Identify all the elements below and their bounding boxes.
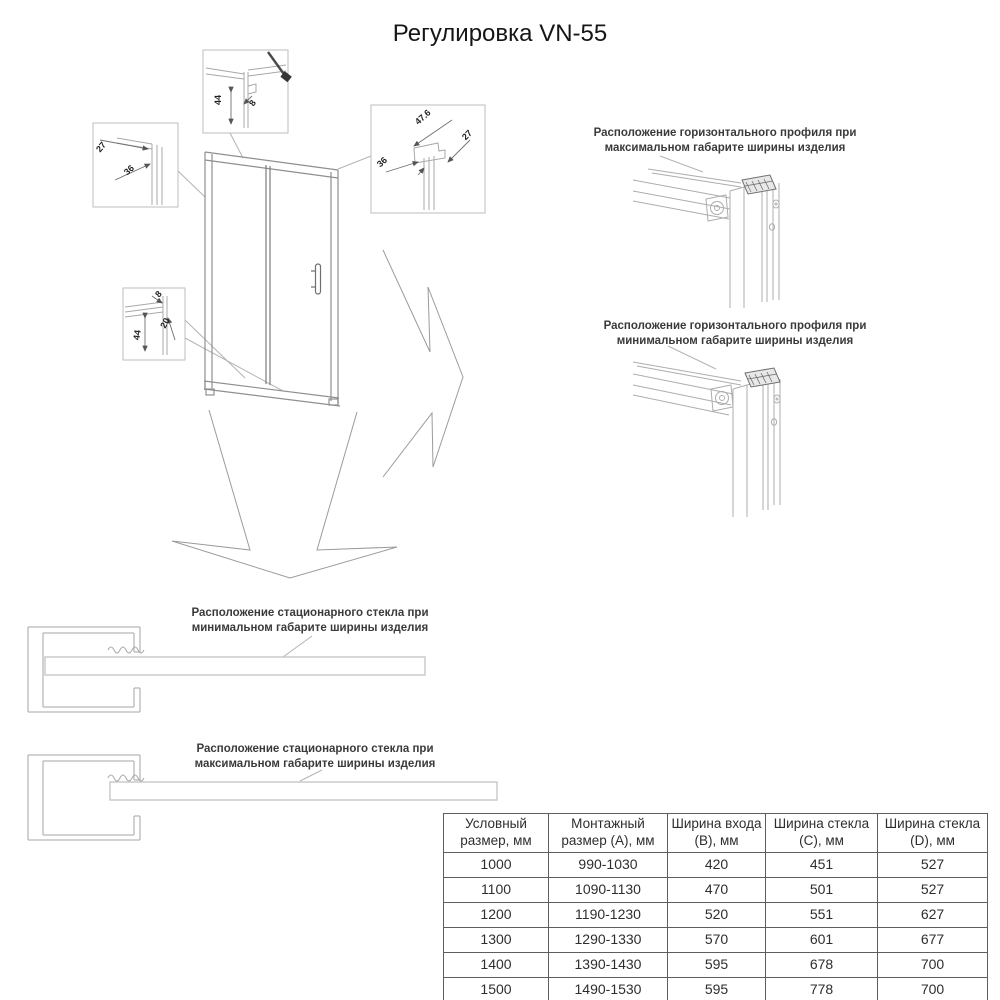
caption-horizontal-profile-min: Расположение горизонтального профиля при минимальном габарите ширины изделия	[603, 320, 867, 347]
door-assembly-drawing	[204, 152, 340, 406]
spec-table-body	[444, 852, 988, 1000]
page-title: Регулировка VN-55	[392, 20, 608, 47]
table-cell: 1500	[444, 977, 549, 1000]
table-cell: 420	[668, 852, 766, 877]
dimension-label: 20	[158, 316, 172, 330]
spec-table-header-cell: Ширина входа (В), мм	[668, 814, 766, 853]
table-cell: 501	[766, 877, 878, 902]
spec-table-header-cell: Условный размер, мм	[444, 814, 549, 853]
table-row	[444, 877, 988, 902]
spec-table	[443, 813, 988, 1000]
dimension-label: 8	[246, 98, 259, 108]
corner-detail-max-width	[633, 169, 779, 308]
table-cell: 678	[766, 952, 878, 977]
table-cell: 601	[766, 927, 878, 952]
table-cell: 1190-1230	[549, 902, 668, 927]
door-handle	[311, 264, 321, 294]
table-cell: 451	[766, 852, 878, 877]
table-cell: 990-1030	[549, 852, 668, 877]
table-cell: 595	[668, 952, 766, 977]
corner-detail-min-width	[633, 362, 780, 517]
spec-table-header-row	[444, 814, 988, 853]
table-cell: 551	[766, 902, 878, 927]
table-cell: 627	[878, 902, 988, 927]
table-cell: 527	[878, 877, 988, 902]
table-row	[444, 927, 988, 952]
table-row	[444, 852, 988, 877]
dimension-label: 36	[374, 154, 390, 170]
section-glass-min-width	[28, 627, 425, 712]
big-arrow-right-icon	[383, 250, 463, 477]
table-row	[444, 977, 988, 1000]
table-cell: 1390-1430	[549, 952, 668, 977]
spec-table-header-cell: Ширина стекла (С), мм	[766, 814, 878, 853]
table-cell: 1490-1530	[549, 977, 668, 1000]
table-row	[444, 952, 988, 977]
dimension-label: 27	[459, 127, 475, 143]
table-cell: 1000	[444, 852, 549, 877]
table-row	[444, 902, 988, 927]
table-cell: 1290-1330	[549, 927, 668, 952]
detail-box-right	[371, 105, 485, 213]
table-cell: 595	[668, 977, 766, 1000]
table-cell: 520	[668, 902, 766, 927]
spec-table-header-cell: Ширина стекла (D), мм	[878, 814, 988, 853]
dimension-label: 47.6	[412, 107, 433, 127]
table-cell: 700	[878, 952, 988, 977]
detail-box-top	[203, 50, 292, 133]
caption-horizontal-profile-max: Расположение горизонтального профиля при максимальном габарите ширины изделия	[593, 127, 857, 154]
table-cell: 570	[668, 927, 766, 952]
table-cell: 1400	[444, 952, 549, 977]
caption-stationary-glass-min: Расположение стационарного стекла при минимальном габарите ширины изделия	[191, 607, 429, 634]
table-cell: 527	[878, 852, 988, 877]
table-cell: 1100	[444, 877, 549, 902]
table-cell: 1300	[444, 927, 549, 952]
dimension-label: 44	[131, 329, 143, 341]
detail-box-bottom-left	[123, 288, 185, 360]
dimension-label: 8	[153, 288, 164, 300]
table-cell: 700	[878, 977, 988, 1000]
big-arrow-down-icon	[172, 410, 397, 578]
table-cell: 1200	[444, 902, 549, 927]
spec-table-header-cell: Монтажный размер (А), мм	[549, 814, 668, 853]
table-cell: 677	[878, 927, 988, 952]
table-cell: 1090-1130	[549, 877, 668, 902]
dimension-label: 44	[213, 94, 224, 106]
table-cell: 778	[766, 977, 878, 1000]
dimension-label: 36	[121, 162, 137, 178]
dimension-label: 27	[93, 139, 109, 155]
table-cell: 470	[668, 877, 766, 902]
detail-box-left	[93, 123, 178, 207]
caption-stationary-glass-max: Расположение стационарного стекла при максимальном габарите ширины изделия	[194, 743, 436, 770]
leader-lines	[177, 133, 716, 781]
